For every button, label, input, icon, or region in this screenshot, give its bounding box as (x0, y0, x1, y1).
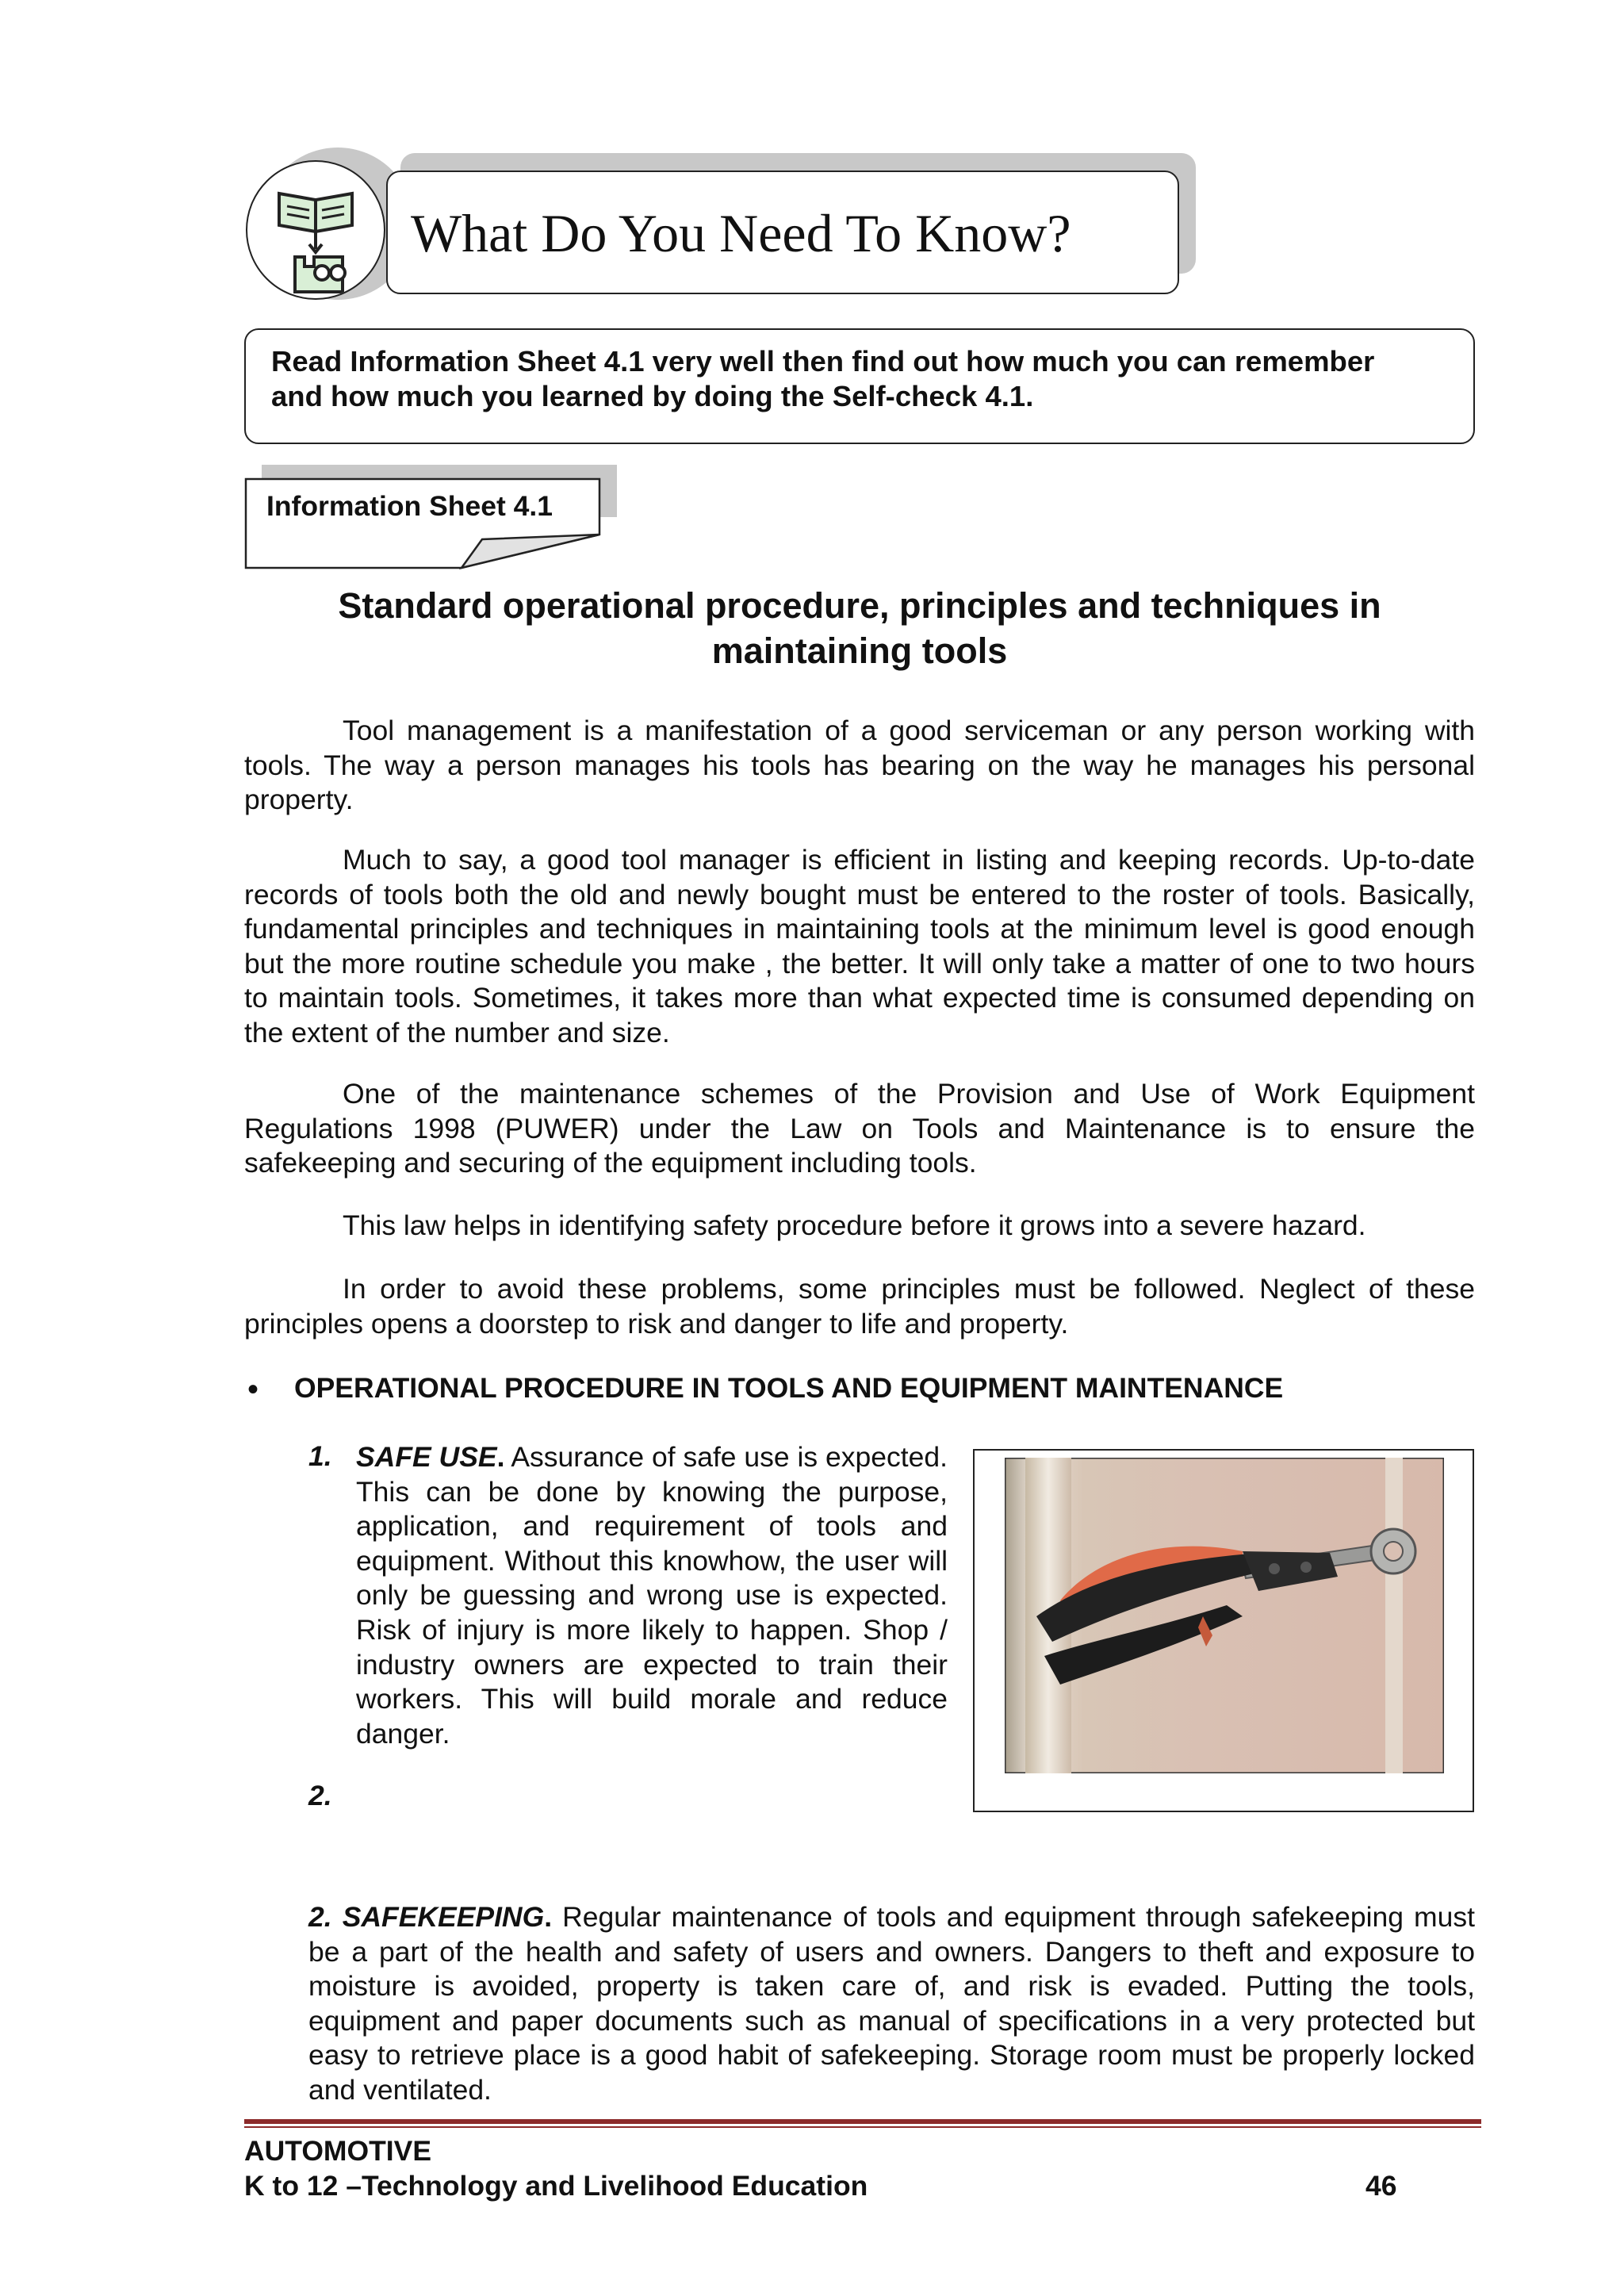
footer-rule-thin (244, 2126, 1481, 2128)
item-2-heading: SAFEKEEPING (342, 1901, 545, 1933)
stray-number: 2. (308, 1780, 332, 1811)
bullet: • (247, 1372, 259, 1407)
paragraph-5: In order to avoid these problems, some principles must be followed. Neglect of these principles opens a doorstep to risk and danger to life and property. (244, 1273, 1475, 1340)
item-1-text: Assurance of safe use is expected. This can be done by knowing the purpose, application, and requirement of tools and equipment. Without this knowhow, the user will only be guessing and wrong use is expected. Risk of injury is more likely to happen. Shop / industry owners are expected to train their workers. This will build morale and reduce danger. (356, 1441, 948, 1750)
section-heading: OPERATIONAL PROCEDURE IN TOOLS AND EQUIPMENT MAINTENANCE (294, 1372, 1284, 1404)
info-sheet-label: Information Sheet 4.1 (266, 490, 553, 522)
section-title-line-1: Standard operational procedure, principles and techniques in (338, 585, 1381, 626)
section-title (244, 583, 1475, 673)
locking-pliers-photo (1005, 1458, 1444, 1773)
reader-with-book-icon (246, 160, 385, 300)
paragraph-3: One of the maintenance schemes of the Provision and Use of Work Equipment Regulations 1998 (PUWER) under the Law on Tools and Maintenance is to ensure the safekeeping and securing of the equipment including tools. (244, 1078, 1475, 1179)
item-2-body: 2. SAFEKEEPING. Regular maintenance of tools and equipment through safekeeping must be a part of the health and safety of users and owners. Dangers to theft and exposure to moisture is avoided, property is taken care of, and risk is evaded. Putting the tools, equipment and paper documents such as manual of specifications in a very protected but easy to retrieve place is a good habit of safekeeping. Storage room must be properly locked and ventilated. (308, 1901, 1475, 2106)
instruction-line-2: and how much you learned by doing the Self-check 4.1. (271, 380, 1034, 412)
footer-subject: AUTOMOTIVE (244, 2135, 432, 2167)
instruction-line-1: Read Information Sheet 4.1 very well then find out how much you can remember (271, 345, 1375, 378)
page-number: 46 (1365, 2170, 1397, 2202)
page-title: What Do You Need To Know? (411, 203, 1071, 263)
item-1-number: 1. (308, 1440, 332, 1472)
paragraph-2: Much to say, a good tool manager is efficient in listing and keeping records. Up-to-date records of tools both the old and newly bought must be entered to the roster of tools. Basically, fundamental principles and techniques in maintaining tools at the minimum level is good enough but the more routine schedule you make , the better. It will only take a matter of one to two hours to maintain tools. Sometimes, it takes more than what expected time is consumed depending on the extent of the number and size. (244, 844, 1475, 1048)
item-2-text: Regular maintenance of tools and equipment through safekeeping must be a part of the health and safety of users and owners. Dangers to theft and exposure to moisture is avoided, property is taken care of, and risk is evaded. Putting the tools, equipment and paper documents such as manual of specifications in a very protected but easy to retrieve place is a good habit of safekeeping. Storage room must be properly locked and ventilated. (308, 1901, 1475, 2106)
item-1-body: SAFE USE. Assurance of safe use is expected. This can be done by knowing the purpose, application, and requirement of tools and equipment. Without this knowhow, the user will only be guessing and wrong use is expected. Risk of injury is more likely to happen. Shop / industry owners are expected to train their workers. This will build morale and reduce danger. (356, 1441, 948, 1750)
footer-rule (244, 2119, 1481, 2124)
paragraph-1: Tool management is a manifestation of a good serviceman or any person working with tools. The way a person manages his tools has bearing on the way he manages his personal property. (244, 715, 1475, 816)
footer-course: K to 12 –Technology and Livelihood Education (244, 2170, 868, 2202)
section-title-line-2: maintaining tools (711, 631, 1008, 671)
paragraph-4: This law helps in identifying safety procedure before it grows into a severe hazard. (343, 1209, 1366, 1241)
instruction-text (271, 344, 1461, 414)
item-2-number: 2. (308, 1901, 332, 1933)
item-1-heading: SAFE USE (356, 1441, 497, 1473)
